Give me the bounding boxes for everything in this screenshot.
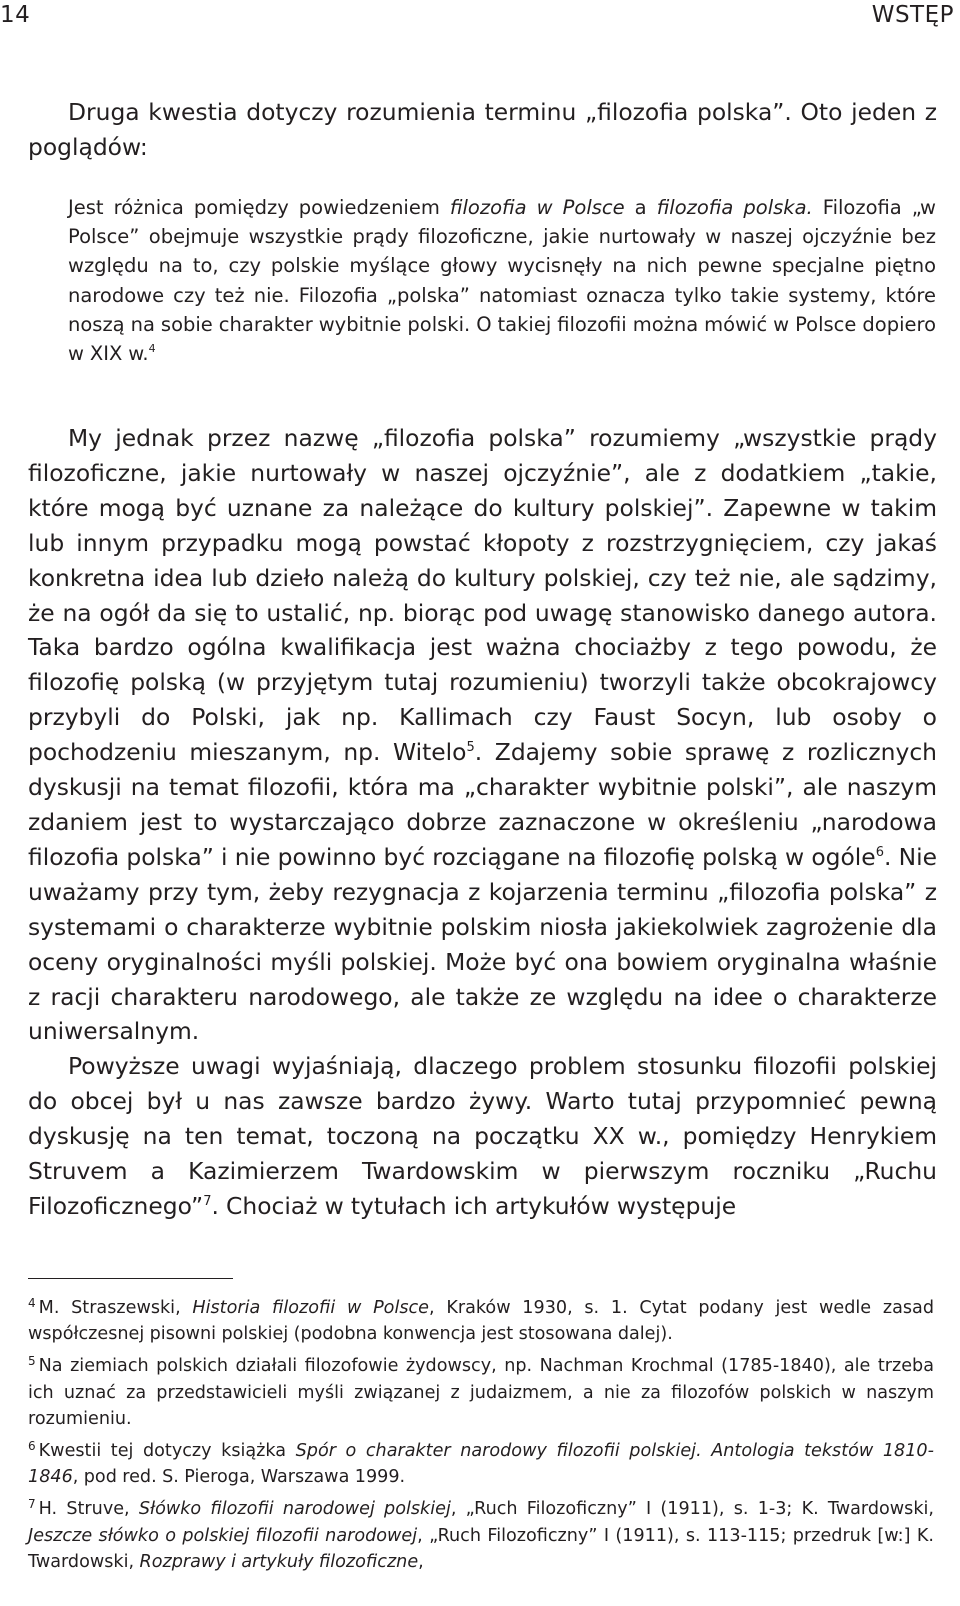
- body-p1-part-a: My jednak przez nazwę „filozofia polska” rozumiemy „wszystkie prądy filozoficzne, jakie nurtowały w naszej ojczyźnie”, ale z dodatkiem „takie, które mogą być uznane za należące do kultury polskiej”. Zapewne w takim lub innym przypadku mogą powstać kłopoty z rozstrzygnięciem, czy jakaś konkretna idea lub dzieło należą do kultury polskiej, czy też nie, ale sądzimy, że na ogół da się to ustalić, np. biorąc pod uwagę stanowisko danego autora. Taka bardzo ogólna kwalifikacja jest ważna chociażby z tego powodu, że filozofię polską (w przyjętym tutaj rozumieniu) tworzyli także obcokrajowcy przybyli do Polski, jak np. Kallimach czy Faust Socyn, lub osoby o pochodzeniu mieszanym, np. Witelo: [28, 424, 937, 767]
- footnote-text: H. Struve,: [38, 1499, 139, 1520]
- footnote-text: ,: [418, 1551, 424, 1572]
- quote-term-1: filozofia w Polsce: [449, 196, 625, 219]
- quote-mid: a: [624, 196, 657, 219]
- footnote-ref-5[interactable]: 5: [466, 740, 475, 756]
- footnote-text: , „Ruch Filozoficzny” I (1911), s. 113-115; przedruk [w:] K. Twardowski,: [28, 1525, 934, 1572]
- footnote-title: Historia filozofii w Polsce: [192, 1298, 429, 1318]
- footnote-number: 6: [28, 1439, 36, 1454]
- footnote-text: Na ziemiach polskich działali filozofowie żydowscy, np. Nachman Krochmal (1785-1840), ale trzeba ich uznać za przedstawicieli myśli związanej z judaizmem, a nie za filozofów polskich w naszym rozumieniu.: [28, 1356, 934, 1429]
- quote-lead: Jest różnica pomiędzy powiedzeniem: [68, 196, 450, 219]
- footnote-7: [28, 1491, 934, 1575]
- quote-rest: Filozofia „w Polsce” obejmuje wszystkie prądy filozoficzne, jakie nurtowały w naszej ojczyźnie bez względu na to, czy polskie myślące głowy wycisnęły na nich pewne specjalne piętno narodowe czy też nie. Filozofia „polska” natomiast oznacza tylko takie systemy, które noszą na sobie charakter wybitnie polski. O takiej filozofii można mówić w Polsce dopiero w XIX w.: [68, 196, 936, 366]
- page-number: 14: [0, 2, 31, 28]
- footnote-title: Słówko filozofii narodowej polskiej: [138, 1499, 451, 1520]
- footnote-text: , „Ruch Filozoficzny” I (1911), s. 1-3; K. Twardowski,: [450, 1499, 934, 1520]
- footnote-text: , pod red. S. Pieroga, Warszawa 1999.: [72, 1467, 406, 1488]
- footnote-5: [28, 1348, 934, 1432]
- footnotes: [28, 1290, 934, 1575]
- footnote-title: Rozprawy i artykuły filozoficzne: [139, 1551, 419, 1572]
- intro-paragraph: Druga kwestia dotyczy rozumienia terminu „filozofia polska”. Oto jeden z poglądów:: [28, 98, 937, 161]
- footnote-ref-6[interactable]: 6: [875, 844, 884, 860]
- footnote-number: 5: [28, 1354, 36, 1369]
- footnote-number: 7: [28, 1497, 36, 1512]
- footnote-ref-4[interactable]: 4: [148, 342, 156, 356]
- footnote-text: , Kraków 1930, s. 1. Cytat podany jest wedle zasad współczesnej pisowni polskiej (podobna konwencja jest stosowana dalej).: [28, 1298, 934, 1345]
- body-p1-part-b: . Zdajemy sobie sprawę z rozlicznych dyskusji na temat filozofii, która ma „charakter wybitnie polski”, ale naszym zdaniem jest to wystarczająco dobrze zaznaczone w określeniu „narodowa filozofia polska” i nie powinno być rozciągane na filozofię polską w ogóle: [28, 738, 937, 871]
- section-title: WSTĘP: [871, 2, 954, 28]
- body-paragraph-2: [28, 1049, 937, 1224]
- body-p1-part-c: . Nie uważamy przy tym, żeby rezygnacja z kojarzenia terminu „filozofia polska” z systemami o charakterze wybitnie polskim niosła jakiekolwiek zagrożenie dla oceny oryginalności myśli polskiej. Może być ona bowiem oryginalna właśnie z racji charakteru narodowego, ale także ze względu na idee o charakterze uniwersalnym.: [28, 842, 937, 1046]
- footnote-separator: [28, 1278, 233, 1279]
- footnote-title: Jeszcze słówko o polskiej filozofii narodowej: [28, 1525, 418, 1546]
- footnote-number: 4: [28, 1296, 36, 1310]
- footnote-ref-7[interactable]: 7: [203, 1193, 212, 1209]
- footnote-6: [28, 1433, 934, 1490]
- footnote-text: Kwestii tej dotyczy książka: [38, 1441, 296, 1462]
- footnote-text: M. Straszewski,: [38, 1298, 193, 1318]
- body-paragraph-1: [28, 421, 937, 1049]
- footnote-title: Spór o charakter narodowy filozofii polskiej. Antologia tekstów 1810-1846: [28, 1441, 934, 1488]
- body-p2-part-a: Powyższe uwagi wyjaśniają, dlaczego problem stosunku filozofii polskiej do obcej był u nas zawsze bardzo żywy. Warto tutaj przypomnieć pewną dyskusję na ten temat, toczoną na początku XX w., pomiędzy Henrykiem Struvem a Kazimierzem Twardowskim w pierwszym roczniku „Ruchu Filozoficznego”: [28, 1052, 937, 1220]
- quote-term-2: filozofia polska.: [656, 196, 813, 219]
- footnote-4: [28, 1290, 934, 1347]
- running-head: [0, 2, 960, 32]
- body-text: [28, 421, 937, 1224]
- body-p2-part-b: . Chociaż w tytułach ich artykułów występuje: [211, 1191, 737, 1220]
- block-quote: [68, 193, 936, 368]
